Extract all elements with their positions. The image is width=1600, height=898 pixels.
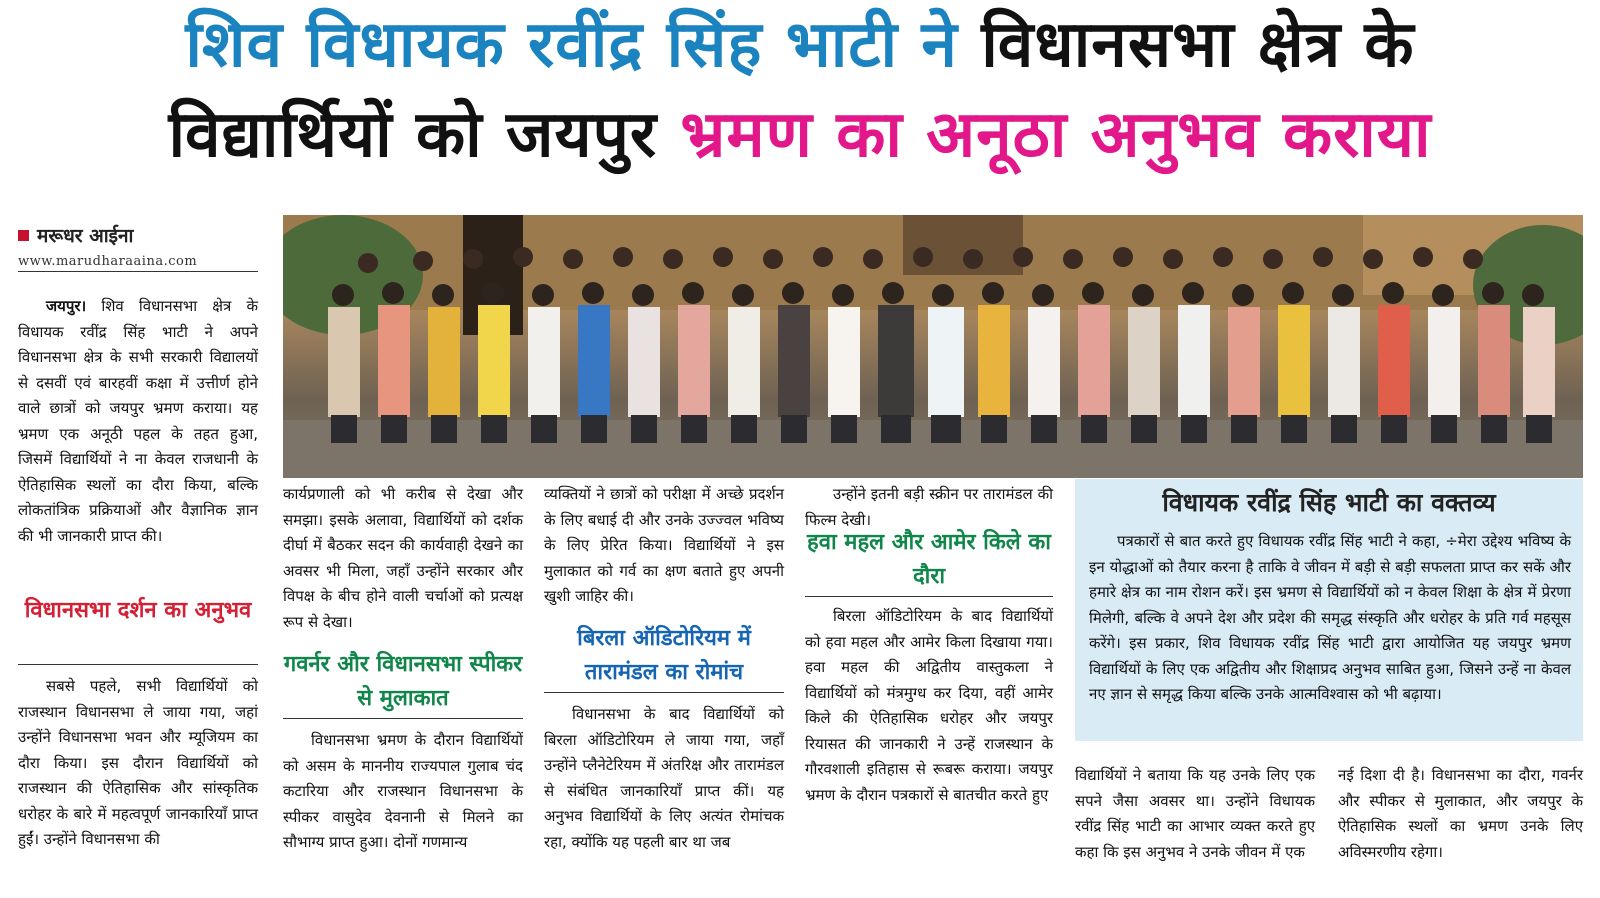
- column-6-text: नई दिशा दी है। विधानसभा का दौरा, गवर्नर और स्पीकर से मुलाकात, और जयपुर के ऐतिहासिक स्थलों का भ्रमण उनके लिए अविस्मरणीय रहेगा।: [1338, 766, 1583, 861]
- brand-url: www.marudharaaina.com: [18, 254, 198, 269]
- heading-governor-speaker: गवर्नर और विधानसभा स्पीकर से मुलाकात: [283, 652, 523, 711]
- column-3-text-2-body: विधानसभा के बाद विद्यार्थियों को बिरला ऑडिटोरियम ले जाया गया, जहाँ उन्होंने प्लैनेटेरियम में अंतरिक्ष और तारामंडल से संबंधित जानकारियाँ प्राप्त कीं। यह अनुभव विद्यार्थियों के लिए अत्यंत रोमांचक रहा, क्योंकि यह पहली बार था जब: [544, 705, 784, 851]
- column-1-body-text: सबसे पहले, सभी विद्यार्थियों को राजस्थान विधानसभा ले जाया गया, जहां उन्होंने विधानसभा भवन और म्यूजियम का दौरा किया। इस दौरान विद्यार्थियों को राजस्थान की ऐतिहासिक और सांस्कृतिक धरोहर के बारे में महत्वपूर्ण जानकारियाँ प्राप्त हुईं। उन्होंने विधानसभा की: [18, 677, 258, 848]
- statement-box: [1075, 479, 1583, 741]
- headline-line-2: [0, 98, 1600, 172]
- group-photo-illustration: [283, 215, 1583, 478]
- column-2-text-1: कार्यप्रणाली को भी करीब से देखा और समझा। इसके अलावा, विद्यार्थियों को दर्शक दीर्घा में बैठकर सदन की कार्यवाही देखने का अवसर भी मिला, जहाँ उन्होंने सरकार और विपक्ष के बीच होने वाली चर्चाओं को प्रत्यक्ष रूप से देखा।: [283, 485, 523, 631]
- headline-pink: भ्रमण का अनूठा अनुभव कराया: [680, 98, 1432, 172]
- heading-vidhansabha-darshan: विधानसभा दर्शन का अनुभव: [24, 598, 252, 623]
- headline-black: विधानसभा क्षेत्र के: [981, 8, 1415, 82]
- heading-hawa-mahal: हवा महल और आमेर किले का दौरा: [807, 530, 1051, 589]
- column-1-intro: [18, 294, 258, 549]
- column-4-text-2-body: बिरला ऑडिटोरियम के बाद विद्यार्थियों को हवा महल और आमेर किला दिखाया गया। हवा महल की अद्वितीय वास्तुकला ने विद्यार्थियों को मंत्रमुग्ध कर दिया, वहीं आमेर किले की ऐतिहासिक धरोहर और जयपुर रियासत की जानकारी ने उन्हें राजस्थान के गौरवशाली इतिहास से रूबरू कराया। जयपुर भ्रमण के दौरान पत्रकारों से बातचीत करते हुए: [805, 607, 1053, 804]
- column-5-text: विद्यार्थियों ने बताया कि यह उनके लिए एक सपने जैसा अवसर था। उन्होंने विधायक रवींद्र सिंह भाटी का आभार व्यक्त करते हुए कहा कि इस अनुभव ने उनके जीवन में एक: [1075, 766, 1315, 861]
- group-photo: [283, 215, 1583, 478]
- statement-title: विधायक रवींद्र सिंह भाटी का वक्तव्य: [1162, 488, 1496, 517]
- intro-text: शिव विधानसभा क्षेत्र के विधायक रवींद्र सिंह भाटी ने अपने विधानसभा क्षेत्र के सभी सरकारी विद्यालयों से दसवीं एवं बारहवीं कक्षा में उत्तीर्ण होने वाले छात्रों को जयपुर भ्रमण कराया। यह भ्रमण एक अनूठी पहल के तहत हुआ, जिसमें विद्यार्थियों ने ना केवल राजधानी के ऐतिहासिक स्थलों का दौरा किया, बल्कि लोकतांत्रिक प्रक्रियाओं और वैज्ञानिक ज्ञान की भी जानकारी प्राप्त की।: [18, 297, 258, 545]
- headline-line-1: [0, 8, 1600, 82]
- column-4-text-2: [805, 604, 1053, 808]
- dateline: जयपुर।: [46, 297, 87, 315]
- column-2-text-2: [283, 728, 523, 856]
- brand-name: मरूधर आईना: [37, 225, 134, 247]
- brand-square-icon: [18, 230, 29, 241]
- heading-birla-auditorium: बिरला ऑडिटोरियम में तारामंडल का रोमांच: [577, 626, 751, 685]
- column-1-divider: [18, 664, 258, 665]
- brand-divider: [18, 271, 258, 272]
- column-3-text-2: [544, 702, 784, 855]
- column-3-divider: [544, 692, 784, 693]
- column-1-body: [18, 674, 258, 853]
- statement-text: [1089, 529, 1571, 708]
- brand-block: [18, 222, 258, 269]
- column-2-divider: [283, 718, 523, 719]
- headline-blue: शिव विधायक रवींद्र सिंह भाटी ने: [185, 8, 958, 82]
- headline-black-2: विद्यार्थियों को जयपुर: [168, 98, 658, 172]
- statement-text-body: पत्रकारों से बात करते हुए विधायक रवींद्र सिंह भाटी ने कहा, ÷मेरा उद्देश्य भविष्य के इन योद्धाओं को तैयार करना है ताकि वे जीवन में बड़ी से बड़ी सफलता प्राप्त कर सकें और हमारे क्षेत्र का नाम रोशन करें। इस भ्रमण से विद्यार्थियों को न केवल शिक्षा के क्षेत्र में प्रेरणा मिलेगी, बल्कि वे अपने देश और प्रदेश की समृद्ध संस्कृति और धरोहर के प्रति गर्व महसूस करेंगे। इस प्रकार, शिव विधायक रवींद्र सिंह भाटी द्वारा आयोजित यह जयपुर भ्रमण विद्यार्थियों के लिए एक अद्वितीय और शिक्षाप्रद अनुभव साबित हुआ, जिसने उन्हें ना केवल नए ज्ञान से समृद्ध किया बल्कि उनके आत्मविश्वास को भी बढ़ाया।: [1089, 532, 1571, 703]
- column-4-text-1-body: उन्होंने इतनी बड़ी स्क्रीन पर तारामंडल की फिल्म देखी।: [805, 485, 1053, 529]
- column-2-text-2-body: विधानसभा भ्रमण के दौरान विद्यार्थियों को असम के माननीय राज्यपाल गुलाब चंद कटारिया और राजस्थान विधानसभा के स्पीकर वासुदेव देवनानी से मिलने का सौभाग्य प्राप्त हुआ। दोनों गणमान्य: [283, 731, 523, 851]
- column-3-text-1: व्यक्तियों ने छात्रों को परीक्षा में अच्छे प्रदर्शन के लिए बधाई दी और उनके उज्ज्वल भविष्य के लिए प्रेरित किया। विद्यार्थियों ने इस मुलाकात को गर्व का क्षण बताते हुए अपनी खुशी जाहिर की।: [544, 485, 784, 605]
- column-4-divider: [805, 596, 1053, 597]
